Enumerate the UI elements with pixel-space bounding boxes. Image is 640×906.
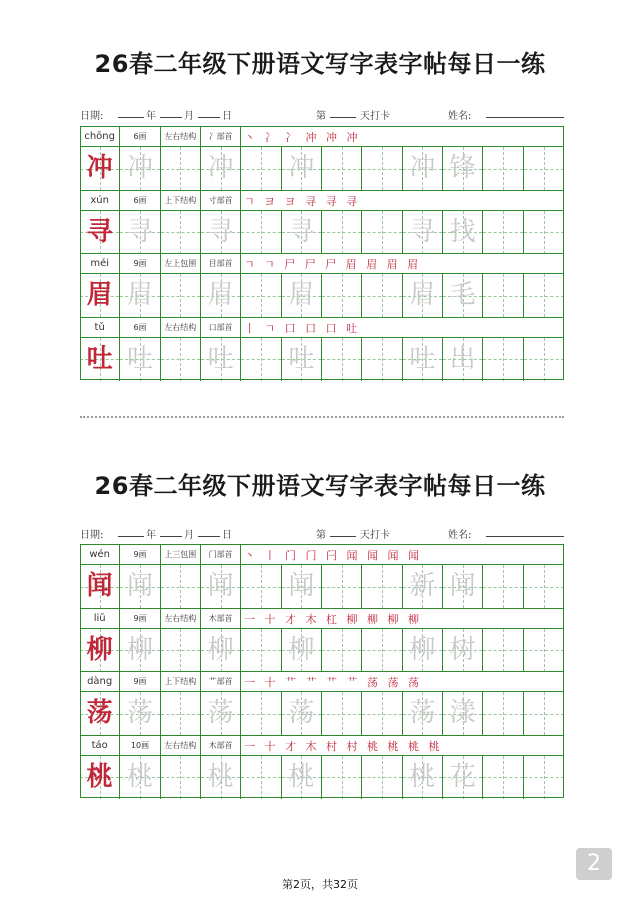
box-char: 荡 bbox=[86, 698, 113, 728]
pinyin-label: méi bbox=[80, 254, 120, 273]
char-info-row bbox=[80, 671, 564, 691]
char-info-row bbox=[80, 317, 564, 337]
writing-box[interactable] bbox=[322, 211, 362, 254]
radical-label: 寸部首 bbox=[201, 191, 241, 210]
radical-label: 目部首 bbox=[201, 254, 241, 273]
writing-box[interactable] bbox=[322, 274, 362, 317]
writing-box[interactable] bbox=[80, 565, 120, 608]
stroke-order: 一 十 才 木 杠 柳 柳 柳 柳 bbox=[244, 612, 422, 626]
sheet-title: 26春二年级下册语文写字表字帖每日一练 bbox=[94, 50, 546, 78]
box-char: 柳 bbox=[288, 634, 315, 665]
name-label: 姓名: bbox=[448, 530, 472, 541]
writing-box[interactable] bbox=[120, 692, 160, 735]
box-char: 荡 bbox=[207, 698, 234, 728]
char-row bbox=[80, 317, 564, 381]
box-char: 漾 bbox=[449, 698, 476, 728]
writing-box[interactable] bbox=[80, 338, 120, 381]
writing-box[interactable] bbox=[161, 629, 201, 672]
writing-box[interactable] bbox=[282, 629, 322, 672]
writing-box[interactable] bbox=[161, 338, 201, 381]
box-char: 锋 bbox=[449, 153, 476, 183]
box-char: 冲 bbox=[409, 153, 436, 183]
writing-box[interactable] bbox=[362, 211, 402, 254]
writing-box[interactable] bbox=[362, 565, 402, 608]
writing-box[interactable] bbox=[241, 565, 281, 608]
writing-box[interactable] bbox=[483, 629, 523, 672]
writing-box[interactable] bbox=[241, 629, 281, 672]
char-row bbox=[80, 253, 564, 317]
stroke-count: 9画 bbox=[120, 254, 160, 273]
writing-boxes bbox=[80, 337, 564, 381]
writing-box[interactable] bbox=[403, 211, 443, 254]
writing-box[interactable] bbox=[443, 147, 483, 190]
writing-box[interactable] bbox=[403, 756, 443, 799]
writing-box[interactable] bbox=[362, 338, 402, 381]
writing-box[interactable] bbox=[201, 274, 241, 317]
char-row bbox=[80, 190, 564, 254]
char-row bbox=[80, 735, 564, 799]
box-char: 眉 bbox=[409, 280, 436, 310]
writing-box[interactable] bbox=[80, 629, 120, 672]
structure-label: 左右结构 bbox=[161, 736, 201, 755]
stroke-order: ㄱ ㄱ 尸 尸 尸 眉 眉 眉 眉 bbox=[244, 258, 422, 271]
writing-box[interactable] bbox=[161, 565, 201, 608]
writing-box[interactable] bbox=[241, 692, 281, 735]
box-char: 寻 bbox=[409, 216, 436, 247]
writing-box[interactable] bbox=[80, 692, 120, 735]
writing-box[interactable] bbox=[241, 274, 281, 317]
stroke-order: 丶 冫 冫 冲 冲 冲 bbox=[244, 131, 361, 144]
writing-box[interactable] bbox=[362, 629, 402, 672]
stroke-count: 6画 bbox=[120, 318, 160, 337]
meta-line bbox=[80, 526, 564, 542]
stroke-count: 9画 bbox=[120, 609, 160, 628]
writing-box[interactable] bbox=[443, 756, 483, 799]
page-indicator: 第2页，共32页 bbox=[282, 878, 358, 891]
writing-box[interactable] bbox=[161, 692, 201, 735]
box-char: 花 bbox=[449, 761, 476, 792]
box-char: 桃 bbox=[409, 761, 436, 792]
box-char: 柳 bbox=[207, 634, 234, 665]
box-char: 冲 bbox=[126, 153, 153, 183]
writing-box[interactable] bbox=[524, 692, 564, 735]
writing-boxes bbox=[80, 273, 564, 317]
box-char: 闻 bbox=[207, 571, 234, 601]
month-label: 月 bbox=[184, 530, 194, 541]
writing-box[interactable] bbox=[282, 692, 322, 735]
char-info-row bbox=[80, 735, 564, 755]
stroke-order: 丨 ㄱ 口 口 口 吐 bbox=[244, 321, 361, 335]
writing-box[interactable] bbox=[161, 211, 201, 254]
writing-box[interactable] bbox=[483, 211, 523, 254]
writing-box[interactable] bbox=[483, 756, 523, 799]
char-info-row bbox=[80, 544, 564, 564]
box-char: 眉 bbox=[86, 280, 113, 310]
writing-box[interactable] bbox=[524, 274, 564, 317]
radical-label: 冫部首 bbox=[201, 127, 241, 146]
pinyin-label: tǔ bbox=[80, 318, 120, 337]
writing-box[interactable] bbox=[362, 274, 402, 317]
writing-box[interactable] bbox=[80, 756, 120, 799]
structure-label: 上下结构 bbox=[161, 191, 201, 210]
box-char: 出 bbox=[449, 343, 476, 374]
writing-box[interactable] bbox=[241, 147, 281, 190]
char-row bbox=[80, 671, 564, 735]
writing-box[interactable] bbox=[362, 756, 402, 799]
year-label: 年 bbox=[146, 530, 156, 541]
writing-box[interactable] bbox=[161, 274, 201, 317]
box-char: 吐 bbox=[409, 343, 436, 374]
writing-box[interactable] bbox=[524, 338, 564, 381]
structure-label: 上下结构 bbox=[161, 672, 201, 691]
writing-box[interactable] bbox=[161, 147, 201, 190]
writing-boxes bbox=[80, 628, 564, 672]
structure-label: 左上包围 bbox=[161, 254, 201, 273]
box-char: 荡 bbox=[409, 698, 436, 728]
writing-box[interactable] bbox=[524, 211, 564, 254]
writing-box[interactable] bbox=[403, 147, 443, 190]
box-char: 闻 bbox=[449, 571, 476, 601]
box-char: 冲 bbox=[288, 153, 315, 183]
writing-box[interactable] bbox=[443, 692, 483, 735]
writing-box[interactable] bbox=[201, 565, 241, 608]
name-label: 姓名: bbox=[448, 111, 472, 122]
structure-label: 上三包围 bbox=[161, 545, 201, 564]
writing-box[interactable] bbox=[120, 756, 160, 799]
writing-boxes bbox=[80, 755, 564, 799]
box-char: 寻 bbox=[126, 216, 153, 247]
writing-box[interactable] bbox=[282, 211, 322, 254]
date-label: 日期: bbox=[80, 111, 104, 122]
writing-box[interactable] bbox=[282, 565, 322, 608]
checkin-suffix: 天打卡 bbox=[360, 111, 390, 122]
box-char: 冲 bbox=[86, 153, 113, 183]
writing-box[interactable] bbox=[120, 274, 160, 317]
writing-box[interactable] bbox=[362, 147, 402, 190]
checkin-prefix: 第 bbox=[316, 111, 326, 122]
radical-label: 木部首 bbox=[201, 609, 241, 628]
writing-box[interactable] bbox=[161, 756, 201, 799]
stroke-count: 6画 bbox=[120, 127, 160, 146]
day-label: 日 bbox=[222, 530, 232, 541]
box-char: 闻 bbox=[86, 571, 113, 601]
box-char: 寻 bbox=[288, 216, 315, 247]
writing-box[interactable] bbox=[524, 147, 564, 190]
box-char: 桃 bbox=[288, 761, 315, 792]
writing-box[interactable] bbox=[201, 756, 241, 799]
structure-label: 左右结构 bbox=[161, 127, 201, 146]
pinyin-label: liǔ bbox=[80, 609, 120, 628]
writing-box[interactable] bbox=[443, 565, 483, 608]
month-label: 月 bbox=[184, 111, 194, 122]
char-info-row bbox=[80, 608, 564, 628]
checkin-prefix: 第 bbox=[316, 530, 326, 541]
writing-box[interactable] bbox=[120, 565, 160, 608]
writing-box[interactable] bbox=[403, 338, 443, 381]
stroke-order: 一 十 艹 艹 艹 艹 荡 荡 荡 bbox=[244, 676, 422, 689]
writing-box[interactable] bbox=[201, 338, 241, 381]
writing-box[interactable] bbox=[483, 274, 523, 317]
box-char: 找 bbox=[449, 216, 476, 247]
writing-box[interactable] bbox=[322, 756, 362, 799]
writing-box[interactable] bbox=[483, 338, 523, 381]
writing-box[interactable] bbox=[524, 756, 564, 799]
page-badge[interactable]: 2 bbox=[576, 848, 612, 880]
writing-box[interactable] bbox=[282, 756, 322, 799]
divider bbox=[80, 416, 564, 418]
box-char: 眉 bbox=[126, 280, 153, 310]
meta-line bbox=[80, 107, 564, 123]
writing-box[interactable] bbox=[201, 211, 241, 254]
stroke-count: 9画 bbox=[120, 545, 160, 564]
box-char: 闻 bbox=[126, 571, 153, 601]
writing-box[interactable] bbox=[322, 338, 362, 381]
writing-box[interactable] bbox=[80, 274, 120, 317]
writing-box[interactable] bbox=[524, 629, 564, 672]
box-char: 桃 bbox=[86, 761, 113, 792]
day-label: 日 bbox=[222, 111, 232, 122]
box-char: 新 bbox=[409, 571, 436, 601]
writing-box[interactable] bbox=[443, 629, 483, 672]
char-row bbox=[80, 608, 564, 672]
writing-box[interactable] bbox=[80, 211, 120, 254]
checkin-suffix: 天打卡 bbox=[360, 530, 390, 541]
writing-boxes bbox=[80, 146, 564, 190]
char-info-row bbox=[80, 253, 564, 273]
writing-box[interactable] bbox=[120, 211, 160, 254]
box-char: 柳 bbox=[126, 634, 153, 665]
radical-label: 木部首 bbox=[201, 736, 241, 755]
box-char: 眉 bbox=[207, 280, 234, 310]
box-char: 眉 bbox=[288, 280, 315, 310]
box-char: 闻 bbox=[288, 571, 315, 601]
box-char: 桃 bbox=[126, 761, 153, 792]
box-char: 树 bbox=[449, 634, 476, 665]
practice-grid bbox=[80, 544, 564, 798]
writing-box[interactable] bbox=[120, 629, 160, 672]
box-char: 吐 bbox=[288, 343, 315, 374]
writing-box[interactable] bbox=[282, 338, 322, 381]
writing-box[interactable] bbox=[120, 147, 160, 190]
box-char: 吐 bbox=[126, 343, 153, 374]
writing-box[interactable] bbox=[403, 274, 443, 317]
structure-label: 左右结构 bbox=[161, 318, 201, 337]
sheet-title: 26春二年级下册语文写字表字帖每日一练 bbox=[94, 472, 546, 500]
writing-box[interactable] bbox=[322, 147, 362, 190]
writing-box[interactable] bbox=[201, 147, 241, 190]
box-char: 毛 bbox=[449, 280, 476, 310]
box-char: 吐 bbox=[207, 343, 234, 374]
box-char: 柳 bbox=[409, 634, 436, 665]
char-info-row bbox=[80, 190, 564, 210]
box-char: 寻 bbox=[207, 216, 234, 247]
writing-boxes bbox=[80, 691, 564, 735]
writing-box[interactable] bbox=[322, 629, 362, 672]
stroke-count: 6画 bbox=[120, 191, 160, 210]
writing-box[interactable] bbox=[483, 565, 523, 608]
structure-label: 左右结构 bbox=[161, 609, 201, 628]
box-char: 吐 bbox=[86, 343, 113, 374]
pinyin-label: táo bbox=[80, 736, 120, 755]
radical-label: 艹部首 bbox=[201, 672, 241, 691]
char-row bbox=[80, 544, 564, 608]
writing-box[interactable] bbox=[443, 274, 483, 317]
writing-box[interactable] bbox=[322, 692, 362, 735]
box-char: 柳 bbox=[86, 634, 113, 665]
writing-box[interactable] bbox=[282, 147, 322, 190]
writing-box[interactable] bbox=[403, 629, 443, 672]
stroke-count: 9画 bbox=[120, 672, 160, 691]
box-char: 寻 bbox=[86, 216, 113, 247]
practice-grid bbox=[80, 126, 564, 380]
stroke-count: 10画 bbox=[120, 736, 160, 755]
writing-box[interactable] bbox=[282, 274, 322, 317]
writing-box[interactable] bbox=[241, 338, 281, 381]
writing-box[interactable] bbox=[201, 692, 241, 735]
pinyin-label: xún bbox=[80, 191, 120, 210]
char-row bbox=[80, 126, 564, 190]
writing-box[interactable] bbox=[483, 147, 523, 190]
char-info-row bbox=[80, 126, 564, 146]
writing-box[interactable] bbox=[483, 692, 523, 735]
box-char: 荡 bbox=[126, 698, 153, 728]
writing-box[interactable] bbox=[241, 211, 281, 254]
writing-box[interactable] bbox=[80, 147, 120, 190]
pinyin-label: dàng bbox=[80, 672, 120, 691]
writing-box[interactable] bbox=[201, 629, 241, 672]
writing-box[interactable] bbox=[362, 692, 402, 735]
writing-box[interactable] bbox=[443, 211, 483, 254]
writing-box[interactable] bbox=[241, 756, 281, 799]
writing-box[interactable] bbox=[403, 692, 443, 735]
writing-box[interactable] bbox=[524, 565, 564, 608]
pinyin-label: wén bbox=[80, 545, 120, 564]
stroke-order: ㄱ ヨ ヨ 寻 寻 寻 bbox=[244, 194, 361, 208]
radical-label: 口部首 bbox=[201, 318, 241, 337]
writing-boxes bbox=[80, 210, 564, 254]
box-char: 荡 bbox=[288, 698, 315, 728]
stroke-order: 丶 丨 门 门 闩 闻 闻 闻 闻 bbox=[244, 549, 422, 562]
writing-box[interactable] bbox=[443, 338, 483, 381]
year-label: 年 bbox=[146, 111, 156, 122]
date-label: 日期: bbox=[80, 530, 104, 541]
box-char: 桃 bbox=[207, 761, 234, 792]
radical-label: 门部首 bbox=[201, 545, 241, 564]
writing-box[interactable] bbox=[120, 338, 160, 381]
pinyin-label: chōng bbox=[80, 127, 120, 146]
writing-box[interactable] bbox=[403, 565, 443, 608]
stroke-order: 一 十 才 木 村 村 桃 桃 桃 桃 bbox=[244, 739, 443, 753]
box-char: 冲 bbox=[207, 153, 234, 183]
writing-box[interactable] bbox=[322, 565, 362, 608]
writing-boxes bbox=[80, 564, 564, 608]
